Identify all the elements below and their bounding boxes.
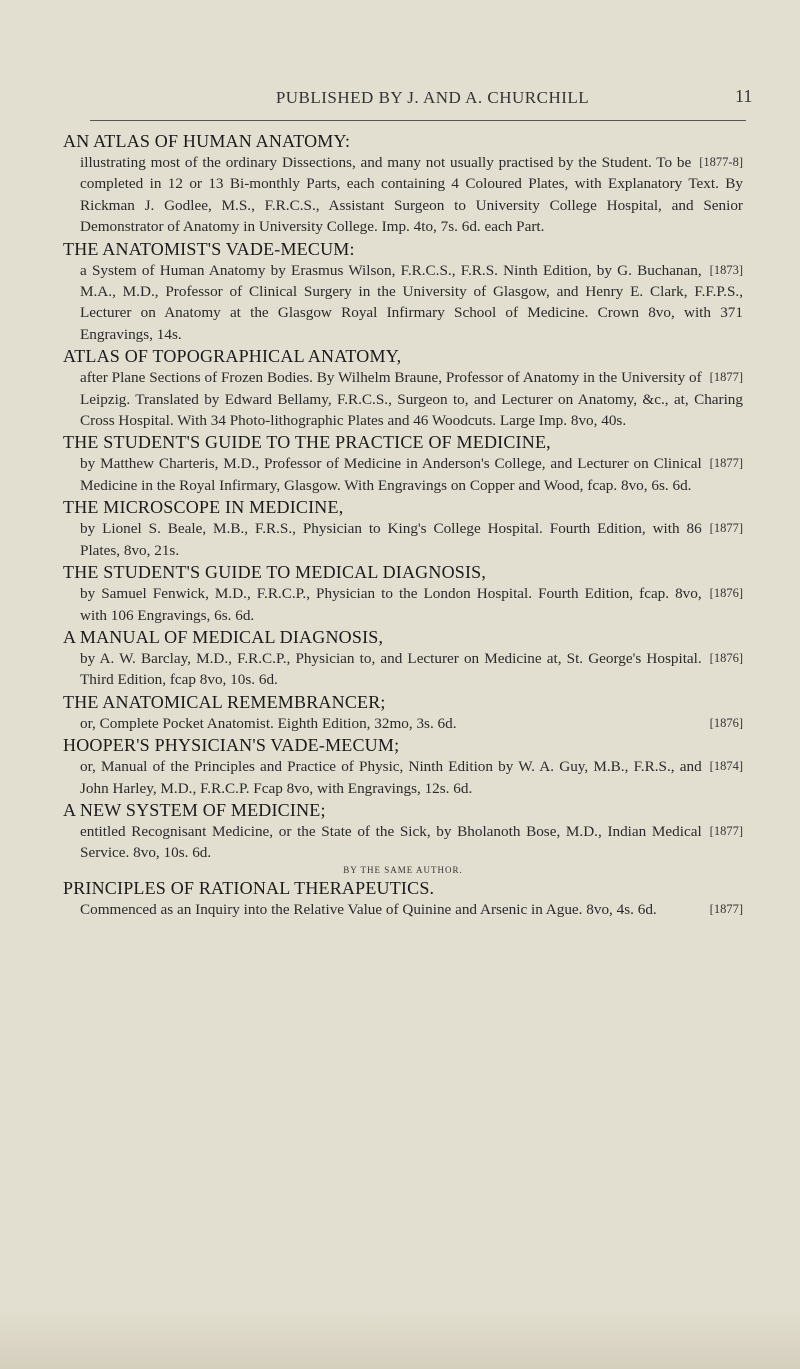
page-number: 11: [735, 86, 753, 106]
entry-text: illustrating most of the ordinary Dissections, and many not usually practised by the Student. To be completed in 12 or 13 Bi-monthly Parts, each containing 4 Coloured Plates, with Explanatory Text. By Rickman J. Godlee, M.S., F.R.C.S., Assistant Surgeon to University College Hospital, and Senior Demonstrator of Anatomy in University College. Imp. 4to, 7s. 6d. each Part.: [80, 154, 743, 236]
entry-description: [63, 756, 743, 799]
entry-text: after Plane Sections of Frozen Bodies. By Wilhelm Braune, Professor of Anatomy in the University of Leipzig. Translated by Edward Bellamy, F.R.C.S., Surgeon to, and Lecturer on Anatomy, &c., at, Charing Cross Hospital. With 34 Photo-lithographic Plates and 46 Woodcuts. Large Imp. 8vo, 40s.: [80, 369, 743, 430]
page-bottom-edge: [0, 1309, 800, 1369]
entry-text: Commenced as an Inquiry into the Relative Value of Quinine and Arsenic in Ague. 8vo, 4s. 6d.: [80, 900, 657, 918]
entry-date: [1877]: [709, 456, 743, 471]
entry-date: [1877]: [709, 370, 743, 385]
entry-date: [1877]: [709, 823, 743, 838]
entry-text: a System of Human Anatomy by Erasmus Wilson, F.R.C.S., F.R.S. Ninth Edition, by G. Buchanan, M.A., M.D., Professor of Clinical Surgery in the University of Glasgow, and Henry E. Clark, F.F.P.S., Lecturer on Anatomy at the Glasgow Royal Infirmary School of Medicine. Crown 8vo, with 371 Engravings, 14s.: [80, 261, 743, 343]
entry-description: [63, 583, 743, 626]
catalogue-entry: [63, 130, 743, 238]
entry-text: entitled Recognisant Medicine, or the State of the Sick, by Bholanoth Bose, M.D., Indian Medical Service. 8vo, 10s. 6d.: [80, 822, 702, 862]
header-rule: [90, 120, 746, 121]
catalogue-entry: [63, 496, 743, 561]
entry-title: HOOPER'S PHYSICIAN'S VADE-MECUM;: [63, 735, 400, 756]
entry-title: THE ANATOMIST'S VADE-MECUM:: [63, 238, 355, 259]
entry-description: [63, 367, 743, 431]
entry-date: [1877-8]: [699, 155, 743, 169]
catalogue-entry: [63, 864, 743, 920]
entry-description: [63, 648, 743, 691]
entry-description: [63, 518, 743, 561]
catalogue-entry: [63, 626, 743, 691]
entry-title: AN ATLAS OF HUMAN ANATOMY:: [63, 131, 351, 151]
catalogue-entry: [63, 345, 743, 431]
catalogue-entry: [63, 561, 743, 626]
catalogue-entry: [63, 431, 743, 496]
entry-date: [1876]: [709, 715, 743, 730]
entry-title: A MANUAL OF MEDICAL DIAGNOSIS,: [63, 626, 384, 647]
entry-title: THE ANATOMICAL REMEMBRANCER;: [63, 691, 386, 712]
entry-description: [63, 899, 743, 920]
entry-text: by Matthew Charteris, M.D., Professor of Medicine in Anderson's College, and Lecturer on Clinical Medicine in the Royal Infirmary, Glasgow. With Engravings on Copper and Wood, fcap. 8vo, 6s. 6d.: [80, 455, 702, 494]
entry-title: THE STUDENT'S GUIDE TO THE PRACTICE OF MEDICINE,: [63, 432, 551, 453]
entry-text: by Samuel Fenwick, M.D., F.R.C.P., Physician to the London Hospital. Fourth Edition, fcap. 8vo, with 106 Engravings, 6s. 6d.: [80, 585, 702, 624]
entry-text: by A. W. Barclay, M.D., F.R.C.P., Physician to, and Lecturer on Medicine at, St. George's Hospital. Third Edition, fcap 8vo, 10s. 6d.: [80, 649, 702, 689]
entry-date: [1874]: [709, 759, 743, 774]
entry-description: [63, 821, 743, 864]
catalogue-entry: [63, 799, 743, 864]
entry-text: or, Manual of the Principles and Practice of Physic, Ninth Edition by W. A. Guy, M.B., F.R.S., and John Harley, M.D., F.R.C.P. Fcap 8vo, with Engravings, 12s. 6d.: [80, 758, 702, 797]
entry-title: ATLAS OF TOPOGRAPHICAL ANATOMY,: [63, 346, 402, 367]
entry-text: or, Complete Pocket Anatomist. Eighth Edition, 32mo, 3s. 6d.: [80, 714, 457, 732]
entry-title: THE STUDENT'S GUIDE TO MEDICAL DIAGNOSIS,: [63, 562, 487, 583]
entry-text: by Lionel S. Beale, M.B., F.R.S., Physician to King's College Hospital. Fourth Edition, with 86 Plates, 8vo, 21s.: [80, 520, 702, 559]
entry-title: PRINCIPLES OF RATIONAL THERAPEUTICS.: [63, 877, 435, 898]
catalogue-entry: [63, 691, 743, 734]
entry-description: [63, 453, 743, 496]
entry-title: THE MICROSCOPE IN MEDICINE,: [63, 497, 344, 518]
catalogue-entry: [63, 238, 743, 346]
entry-description: [63, 260, 743, 346]
entry-date: [1873]: [709, 262, 743, 277]
entry-date: [1877]: [709, 901, 743, 916]
entry-description: [63, 152, 743, 238]
catalogue-entry: [63, 734, 743, 799]
entry-description: [63, 713, 743, 734]
entry-date: [1876]: [709, 586, 743, 601]
running-head: PUBLISHED BY J. AND A. CHURCHILL: [275, 88, 590, 107]
entry-byline: BY THE SAME AUTHOR.: [343, 864, 463, 875]
entry-date: [1877]: [709, 521, 743, 536]
entry-date: [1876]: [709, 650, 743, 665]
catalogue-entries: [63, 130, 743, 920]
entry-title: A NEW SYSTEM OF MEDICINE;: [63, 799, 326, 820]
